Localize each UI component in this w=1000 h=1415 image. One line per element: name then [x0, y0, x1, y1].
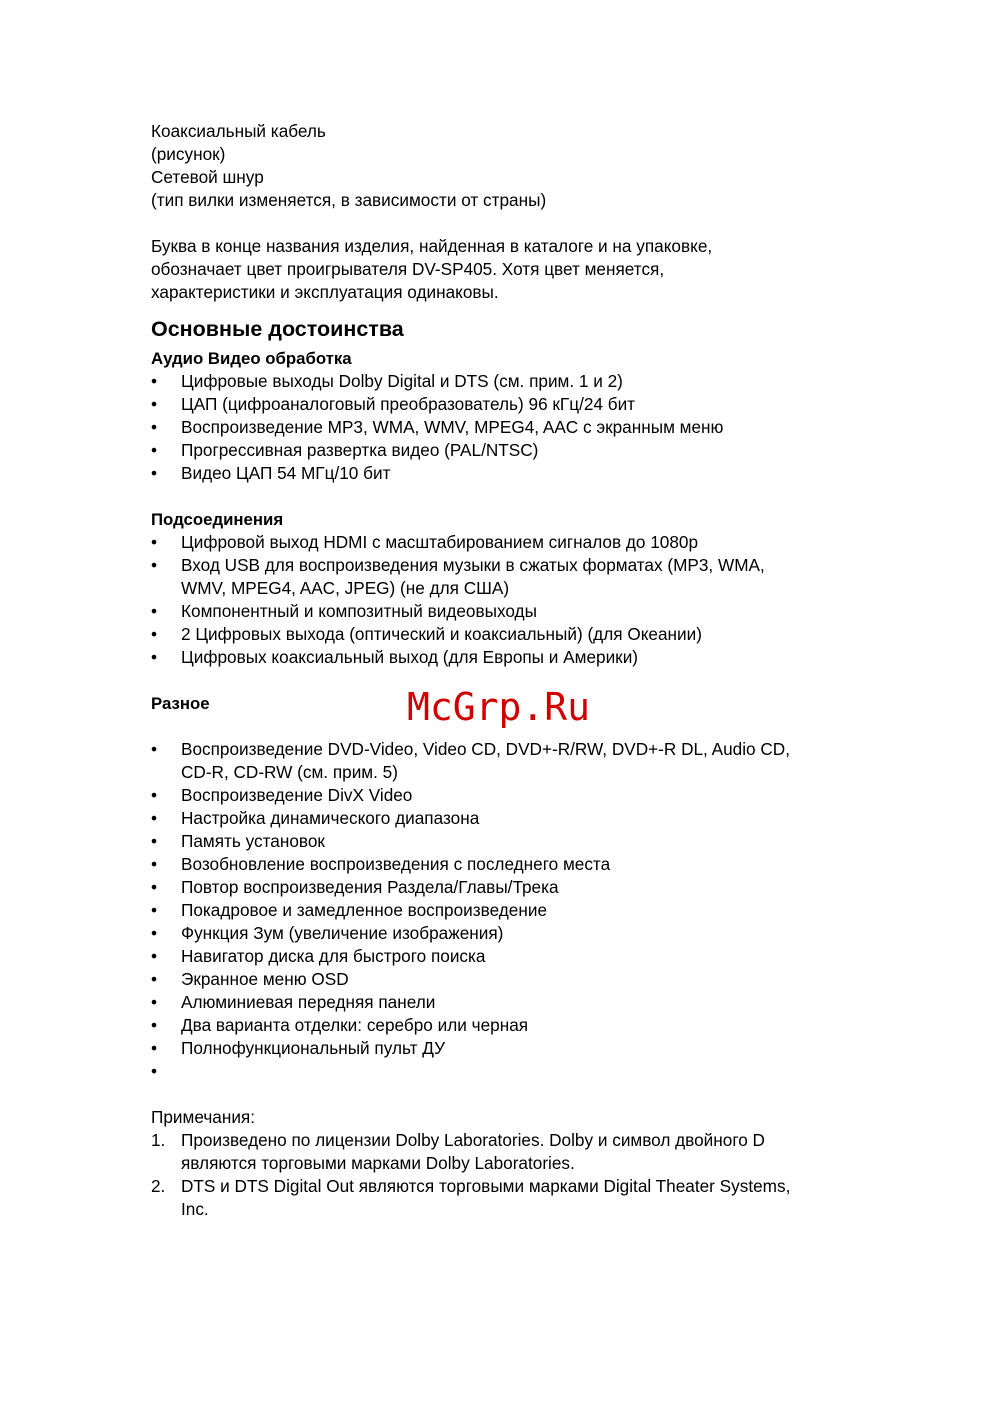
paragraph-line: обозначает цвет проигрывателя DV-SP405. Хотя цвет меняется, [151, 259, 665, 279]
bullet-icon: • [151, 831, 158, 851]
intro-paragraph [151, 235, 871, 304]
intro-lines [151, 120, 871, 212]
bullet-icon: • [151, 992, 158, 1012]
list-item: • Экранное меню OSD [151, 969, 349, 989]
note-item: 1. Произведено по лицензии Dolby Laboratories. Dolby и символ двойного D являются торговыми марками Dolby Laboratories. [151, 1130, 765, 1173]
list-item: • Цифровых коаксиальный выход (для Европы и Америки) [151, 647, 639, 667]
bullet-icon: • [151, 923, 158, 943]
intro-line: (рисунок) [151, 144, 226, 164]
misc-list [151, 738, 871, 1083]
list-item: • Видео ЦАП 54 МГц/10 бит [151, 463, 391, 483]
note-item: 2. DTS и DTS Digital Out являются торговыми марками Digital Theater Systems, Inc. [151, 1176, 791, 1219]
bullet-icon: • [151, 854, 158, 874]
features-title: Основные достоинства [151, 317, 404, 341]
spacer [151, 1083, 871, 1106]
bullet-icon: • [151, 1061, 158, 1081]
list-item: • 2 Цифровых выхода (оптический и коаксиальный) (для Океании) [151, 624, 702, 644]
spacer [151, 212, 871, 235]
list-item: • ЦАП (цифроаналоговый преобразователь) 96 кГц/24 бит [151, 394, 636, 414]
bullet-icon: • [151, 1038, 158, 1058]
list-item: • Полнофункциональный пульт ДУ [151, 1038, 445, 1058]
intro-line: (тип вилки изменяется, в зависимости от страны) [151, 190, 547, 210]
bullet-icon: • [151, 739, 158, 759]
paragraph-line: Буква в конце названия изделия, найденная в каталоге и на упаковке, [151, 236, 713, 256]
bullet-icon: • [151, 555, 158, 575]
bullet-icon: • [151, 877, 158, 897]
intro-line: Коаксиальный кабель [151, 121, 326, 141]
audio-video-heading: Аудио Видео обработка [151, 349, 352, 368]
bullet-icon: • [151, 785, 158, 805]
list-item [151, 1060, 871, 1083]
list-item: • Прогрессивная развертка видео (PAL/NTSC) [151, 440, 539, 460]
bullet-icon: • [151, 900, 158, 920]
list-item: • Функция Зум (увеличение изображения) [151, 923, 504, 943]
note-number: 2. [151, 1176, 166, 1196]
intro-line: Сетевой шнур [151, 167, 264, 187]
document-page [151, 120, 871, 1221]
list-item: • Воспроизведение DVD-Video, Video CD, DVD+-R/RW, DVD+-R DL, Audio CD, CD-R, CD-RW (см. прим. 5) [151, 739, 790, 782]
list-item: • Настройка динамического диапазона [151, 808, 480, 828]
bullet-icon: • [151, 647, 158, 667]
list-item: • Воспроизведение MP3, WMA, WMV, MPEG4, AAC с экранным меню [151, 417, 724, 437]
paragraph-line: характеристики и эксплуатация одинаковы. [151, 282, 499, 302]
bullet-icon: • [151, 532, 158, 552]
audio-video-list [151, 370, 871, 485]
bullet-icon: • [151, 417, 158, 437]
bullet-icon: • [151, 371, 158, 391]
list-item: • Вход USB для воспроизведения музыки в сжатых форматах (MP3, WMA, WMV, MPEG4, AAC, JPEG) (не для США) [151, 555, 765, 598]
bullet-icon: • [151, 969, 158, 989]
bullet-icon: • [151, 463, 158, 483]
list-item: • Цифровой выход HDMI с масштабированием сигналов до 1080p [151, 532, 699, 552]
list-item: • Два варианта отделки: серебро или черная [151, 1015, 529, 1035]
bullet-icon: • [151, 601, 158, 621]
bullet-icon: • [151, 808, 158, 828]
list-item: • Цифровые выходы Dolby Digital и DTS (см. прим. 1 и 2) [151, 371, 623, 391]
misc-heading: Разное [151, 694, 210, 713]
list-item: • Навигатор диска для быстрого поиска [151, 946, 486, 966]
list-item: • Покадровое и замедленное воспроизведение [151, 900, 548, 920]
list-item: • Возобновление воспроизведения с последнего места [151, 854, 611, 874]
list-item: • Память установок [151, 831, 325, 851]
watermark: McGrp.Ru [407, 685, 591, 729]
bullet-icon: • [151, 946, 158, 966]
note-number: 1. [151, 1130, 166, 1150]
list-item: • Компонентный и композитный видеовыходы [151, 601, 537, 621]
list-item: • Повтор воспроизведения Раздела/Главы/Трека [151, 877, 559, 897]
bullet-icon: • [151, 394, 158, 414]
notes-heading: Примечания: [151, 1107, 256, 1127]
bullet-icon: • [151, 440, 158, 460]
connections-heading: Подсоединения [151, 510, 284, 529]
bullet-icon: • [151, 624, 158, 644]
bullet-icon: • [151, 1015, 158, 1035]
spacer [151, 485, 871, 508]
notes-list [151, 1129, 871, 1221]
list-item: • Воспроизведение DivX Video [151, 785, 413, 805]
list-item: • Алюминиевая передняя панели [151, 992, 436, 1012]
connections-list [151, 531, 871, 669]
